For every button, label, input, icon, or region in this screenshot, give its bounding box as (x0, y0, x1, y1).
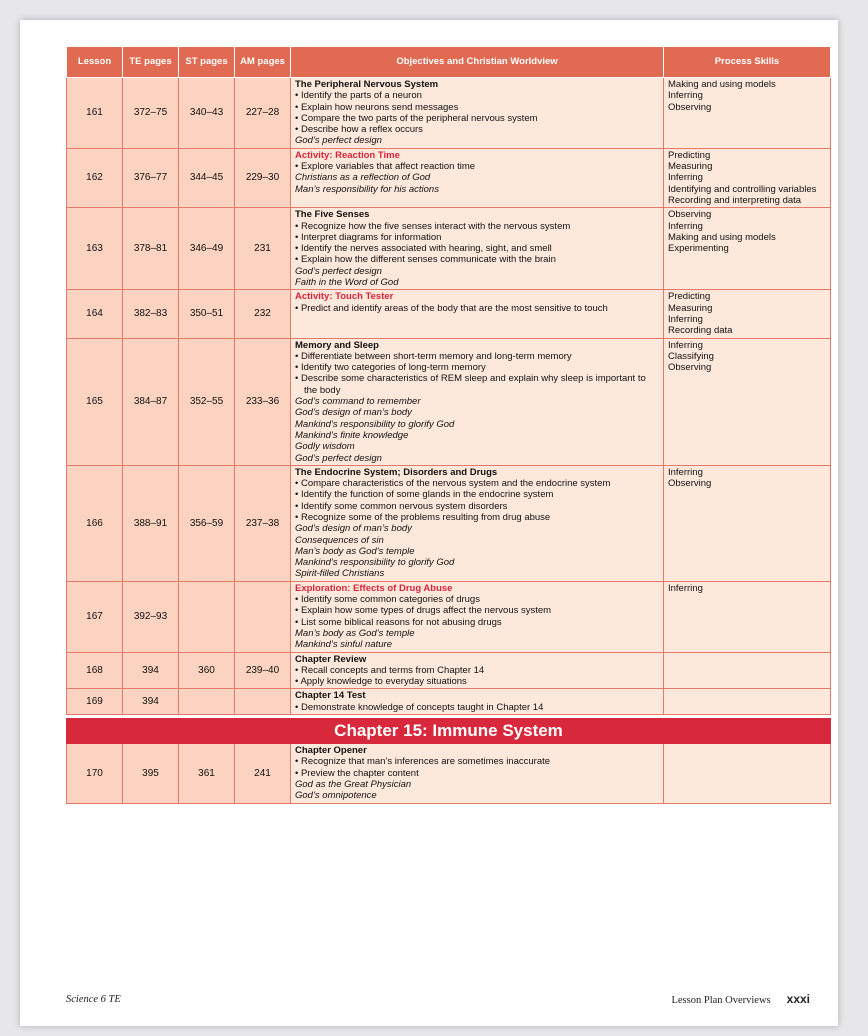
cell-process-skills (664, 290, 831, 338)
table-row (67, 290, 831, 338)
chapter-banner-row (67, 719, 831, 744)
objective-bullet: • Demonstrate knowledge of concepts taught in Chapter 14 (295, 701, 544, 713)
objective-title: Activity: Touch Tester (295, 291, 394, 303)
cell-lesson: 162 (67, 148, 123, 207)
objective-title: Activity: Reaction Time (295, 149, 400, 161)
cell-process-skills (664, 689, 831, 715)
header-st-pages: ST pages (179, 47, 235, 78)
cell-objectives (291, 652, 664, 689)
worldview-line: Godly wisdom (295, 441, 355, 453)
worldview-line: God’s omnipotence (295, 790, 377, 802)
cell-st: 361 (179, 744, 235, 803)
table-row (67, 465, 831, 581)
cell-st: 352–55 (179, 338, 235, 465)
worldview-line: Consequences of sin (295, 534, 384, 546)
process-skill: Classifying (668, 350, 714, 362)
cell-lesson: 167 (67, 581, 123, 652)
process-skill: Inferring (668, 220, 703, 232)
process-skill: Inferring (668, 172, 703, 184)
process-skill: Measuring (668, 302, 713, 314)
cell-te: 394 (123, 652, 179, 689)
objective-bullet: • Explain how neurons send messages (295, 101, 459, 113)
worldview-line: Mankind’s responsibility to glorify God (295, 418, 455, 430)
objective-title: Exploration: Effects of Drug Abuse (295, 582, 453, 594)
objective-title: The Five Senses (295, 209, 370, 221)
process-skill: Observing (668, 478, 712, 490)
table-row (67, 208, 831, 290)
table-body-chapter-14 (67, 78, 831, 715)
cell-te: 382–83 (123, 290, 179, 338)
cell-objectives (291, 290, 664, 338)
cell-objectives (291, 465, 664, 581)
cell-objectives (291, 338, 664, 465)
table-body-chapter-15 (67, 744, 831, 803)
cell-te: 378–81 (123, 208, 179, 290)
table-row (67, 652, 831, 689)
cell-objectives (291, 689, 664, 715)
cell-process-skills (664, 208, 831, 290)
header-lesson: Lesson (67, 47, 123, 78)
worldview-line: Man’s responsibility for his actions (295, 183, 439, 195)
process-skill: Predicting (668, 149, 711, 161)
process-skill: Inferring (668, 313, 703, 325)
cell-lesson: 165 (67, 338, 123, 465)
process-skill: Inferring (668, 339, 703, 351)
worldview-line: God’s command to remember (295, 396, 421, 408)
process-skill: Recording data (668, 325, 733, 337)
objective-bullet: • Describe some characteristics of REM sleep and explain why sleep is important to the body (295, 373, 646, 396)
process-skill: Observing (668, 362, 712, 374)
cell-objectives (291, 208, 664, 290)
objective-bullet: • Describe how a reflex occurs (295, 124, 423, 136)
table-row (67, 148, 831, 207)
cell-st: 344–45 (179, 148, 235, 207)
cell-process-skills (664, 338, 831, 465)
objective-bullet: • Preview the chapter content (295, 767, 419, 779)
cell-te: 392–93 (123, 581, 179, 652)
cell-te: 395 (123, 744, 179, 803)
worldview-line: Spirit-filled Christians (295, 568, 385, 580)
cell-lesson: 168 (67, 652, 123, 689)
worldview-line: God as the Great Physician (295, 778, 412, 790)
table-row (67, 689, 831, 715)
cell-st: 356–59 (179, 465, 235, 581)
worldview-line: Mankind’s sinful nature (295, 639, 392, 651)
objective-bullet: • Recognize how the five senses interact with the nervous system (295, 220, 571, 232)
process-skill: Observing (668, 209, 712, 221)
cell-am: 233–36 (235, 338, 291, 465)
cell-te: 394 (123, 689, 179, 715)
cell-te: 384–87 (123, 338, 179, 465)
cell-objectives (291, 78, 664, 149)
cell-process-skills (664, 581, 831, 652)
footer-page-number: xxxi (786, 992, 810, 1006)
cell-lesson: 170 (67, 744, 123, 803)
objective-title: The Endocrine System; Disorders and Drugs (295, 466, 498, 478)
cell-lesson: 163 (67, 208, 123, 290)
cell-process-skills (664, 744, 831, 803)
process-skill: Making and using models (668, 79, 776, 90)
cell-am: 229–30 (235, 148, 291, 207)
cell-am (235, 689, 291, 715)
table-row (67, 338, 831, 465)
table-row (67, 78, 831, 149)
cell-lesson: 164 (67, 290, 123, 338)
objective-bullet: • Explain how the different senses communicate with the brain (295, 254, 556, 266)
objective-bullet: • Identify some common nervous system disorders (295, 500, 508, 512)
worldview-line: Mankind’s responsibility to glorify God (295, 557, 455, 569)
objective-bullet: • Predict and identify areas of the body that are the most sensitive to touch (295, 302, 608, 314)
cell-am (235, 581, 291, 652)
worldview-line: God’s design of man’s body (295, 523, 412, 535)
cell-te: 388–91 (123, 465, 179, 581)
objective-bullet: • Explore variables that affect reaction time (295, 161, 476, 173)
objective-bullet: • Identify two categories of long-term memory (295, 362, 486, 374)
objective-title: Memory and Sleep (295, 339, 379, 351)
objective-bullet: • Compare the two parts of the peripheral nervous system (295, 112, 538, 124)
footer-book-title: Science 6 TE (66, 994, 121, 1005)
objective-bullet: • Identify the nerves associated with hearing, sight, and smell (295, 243, 552, 255)
cell-st (179, 581, 235, 652)
cell-lesson: 166 (67, 465, 123, 581)
cell-st: 340–43 (179, 78, 235, 149)
objective-bullet: • Interpret diagrams for information (295, 231, 442, 243)
worldview-line: Man’s body as God’s temple (295, 627, 415, 639)
footer-section-title: Lesson Plan Overviews (671, 995, 771, 1006)
objective-bullet: • Compare characteristics of the nervous system and the endocrine system (295, 478, 611, 490)
cell-objectives (291, 581, 664, 652)
cell-am: 239–40 (235, 652, 291, 689)
objective-title: Chapter Opener (295, 745, 367, 757)
header-objectives: Objectives and Christian Worldview (291, 47, 664, 78)
document-page (20, 20, 838, 1026)
cell-te: 372–75 (123, 78, 179, 149)
cell-am: 232 (235, 290, 291, 338)
worldview-line: Faith in the Word of God (295, 277, 399, 289)
cell-st: 346–49 (179, 208, 235, 290)
header-process-skills: Process Skills (664, 47, 831, 78)
process-skill: Making and using models (668, 231, 776, 243)
cell-process-skills (664, 148, 831, 207)
chapter-banner-section (67, 715, 831, 744)
header-te-pages: TE pages (123, 47, 179, 78)
cell-process-skills (664, 78, 831, 149)
objective-bullet: • Explain how some types of drugs affect the nervous system (295, 605, 552, 617)
process-skill: Inferring (668, 466, 703, 478)
cell-am: 231 (235, 208, 291, 290)
cell-st: 350–51 (179, 290, 235, 338)
process-skill: Experimenting (668, 243, 729, 255)
table-row (67, 744, 831, 803)
worldview-line: Mankind’s finite knowledge (295, 429, 409, 441)
footer-right (671, 992, 810, 1006)
worldview-line: God’s perfect design (295, 452, 382, 464)
cell-lesson: 169 (67, 689, 123, 715)
objective-bullet: • Differentiate between short-term memory and long-term memory (295, 350, 572, 362)
worldview-line: God’s design of man’s body (295, 407, 412, 419)
process-skill: Recording and interpreting data (668, 194, 802, 206)
objective-bullet: • Recognize that man’s inferences are sometimes inaccurate (295, 756, 551, 768)
worldview-line: God’s perfect design (295, 135, 382, 147)
process-skill: Inferring (668, 90, 703, 102)
chapter-banner: Chapter 15: Immune System (67, 719, 831, 744)
cell-process-skills (664, 465, 831, 581)
objective-bullet: • Identify the parts of a neuron (295, 90, 422, 102)
objective-bullet: • List some biblical reasons for not abusing drugs (295, 616, 502, 628)
objective-bullet: • Identify the function of some glands in the endocrine system (295, 489, 554, 501)
objective-bullet: • Identify some common categories of drugs (295, 594, 480, 606)
cell-process-skills (664, 652, 831, 689)
objective-bullet: • Recognize some of the problems resulting from drug abuse (295, 511, 551, 523)
cell-st (179, 689, 235, 715)
cell-objectives (291, 744, 664, 803)
objective-title: Chapter 14 Test (295, 690, 366, 702)
cell-te: 376–77 (123, 148, 179, 207)
objective-bullet: • Recall concepts and terms from Chapter 14 (295, 664, 485, 676)
lesson-plan-table (66, 46, 831, 804)
cell-am: 241 (235, 744, 291, 803)
worldview-line: God’s perfect design (295, 265, 382, 277)
cell-lesson: 161 (67, 78, 123, 149)
cell-am: 227–28 (235, 78, 291, 149)
objective-bullet: • Apply knowledge to everyday situations (295, 676, 467, 688)
table-row (67, 581, 831, 652)
cell-st: 360 (179, 652, 235, 689)
process-skill: Measuring (668, 161, 713, 173)
header-am-pages: AM pages (235, 47, 291, 78)
worldview-line: Man’s body as God’s temple (295, 545, 415, 557)
objective-title: Chapter Review (295, 653, 367, 665)
process-skill: Predicting (668, 291, 711, 303)
process-skill: Inferring (668, 582, 703, 594)
worldview-line: Christians as a reflection of God (295, 172, 431, 184)
cell-am: 237–38 (235, 465, 291, 581)
objective-title: The Peripheral Nervous System (295, 79, 439, 90)
table-header-row (67, 47, 831, 78)
cell-objectives (291, 148, 664, 207)
process-skill: Observing (668, 101, 712, 113)
process-skill: Identifying and controlling variables (668, 183, 817, 195)
